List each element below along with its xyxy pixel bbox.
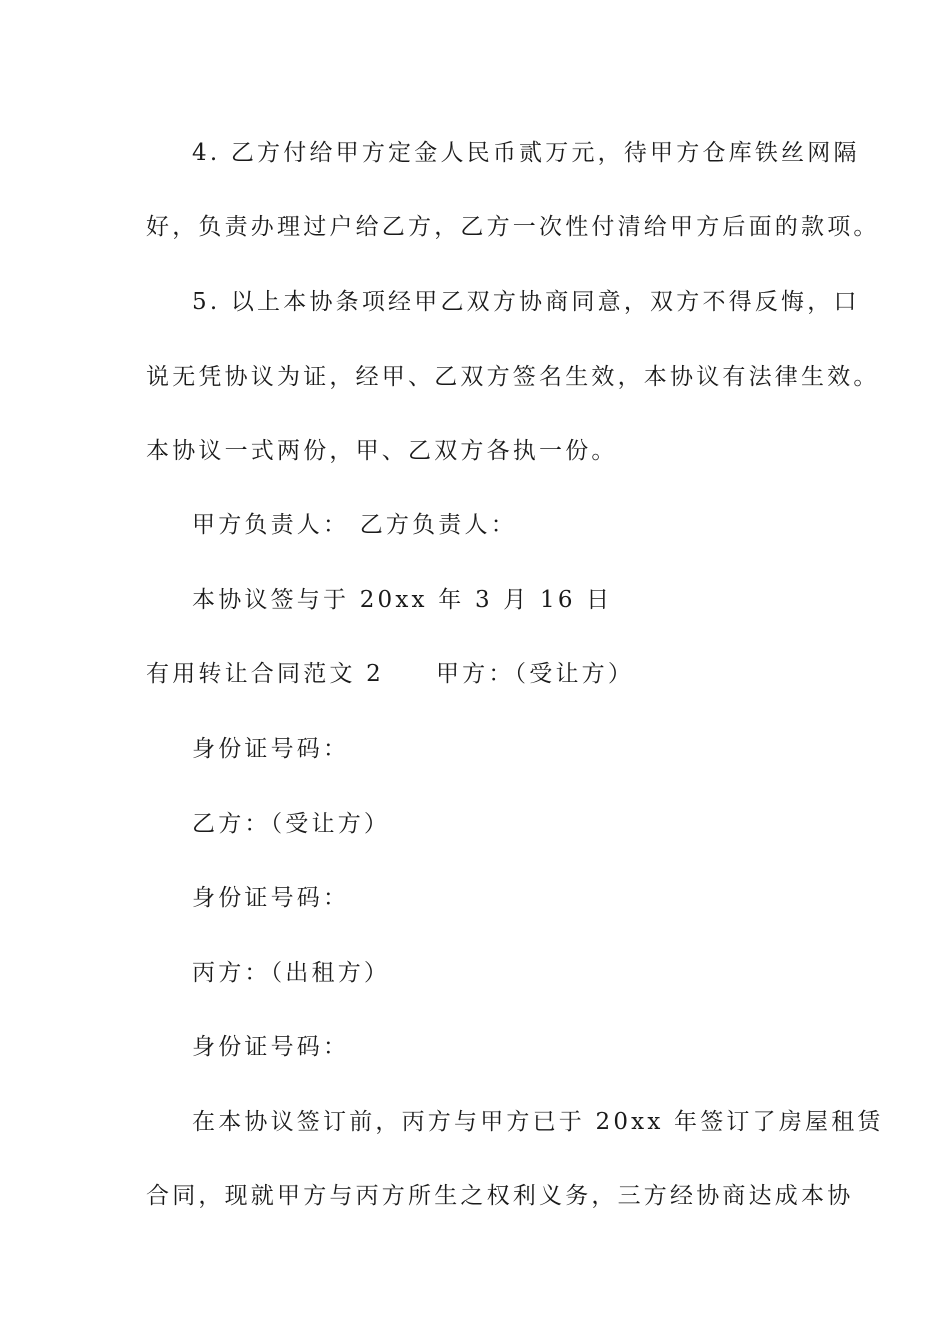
signing-date-line: 本协议签与于 20xx 年 3 月 16 日 (192, 587, 613, 613)
paragraph-5-line-1: 5. 以上本协条项经甲乙双方协商同意，双方不得反悔，口 (192, 289, 860, 315)
paragraph-4-line-1: 4. 乙方付给甲方定金人民币贰万元，待甲方仓库铁丝网隔 (192, 140, 860, 166)
section-title: 有用转让合同范文 2 (146, 661, 384, 687)
paragraph-5-line-3: 本协议一式两份，甲、乙双方各执一份。 (146, 438, 618, 464)
party-a-id-label: 身份证号码： (192, 736, 350, 762)
paragraph-4-line-2: 好，负责办理过户给乙方，乙方一次性付清给甲方后面的款项。 (146, 214, 880, 240)
party-a-label: 甲方：（受让方） (435, 661, 635, 687)
preamble-line-1: 在本协议签订前，丙方与甲方已于 20xx 年签订了房屋租赁 (192, 1109, 884, 1135)
party-c-label: 丙方：（出租方） (192, 960, 391, 986)
preamble-line-2: 合同，现就甲方与丙方所生之权利义务，三方经协商达成本协 (146, 1183, 854, 1209)
paragraph-5-line-2: 说无凭协议为证，经甲、乙双方签名生效，本协议有法律生效。 (146, 364, 880, 390)
party-c-id-label: 身份证号码： (192, 1034, 350, 1060)
section-title-line (146, 659, 634, 689)
party-b-id-label: 身份证号码： (192, 885, 350, 911)
signatories-line: 甲方负责人： 乙方负责人： (192, 512, 517, 538)
party-b-label: 乙方：（受让方） (192, 811, 391, 837)
